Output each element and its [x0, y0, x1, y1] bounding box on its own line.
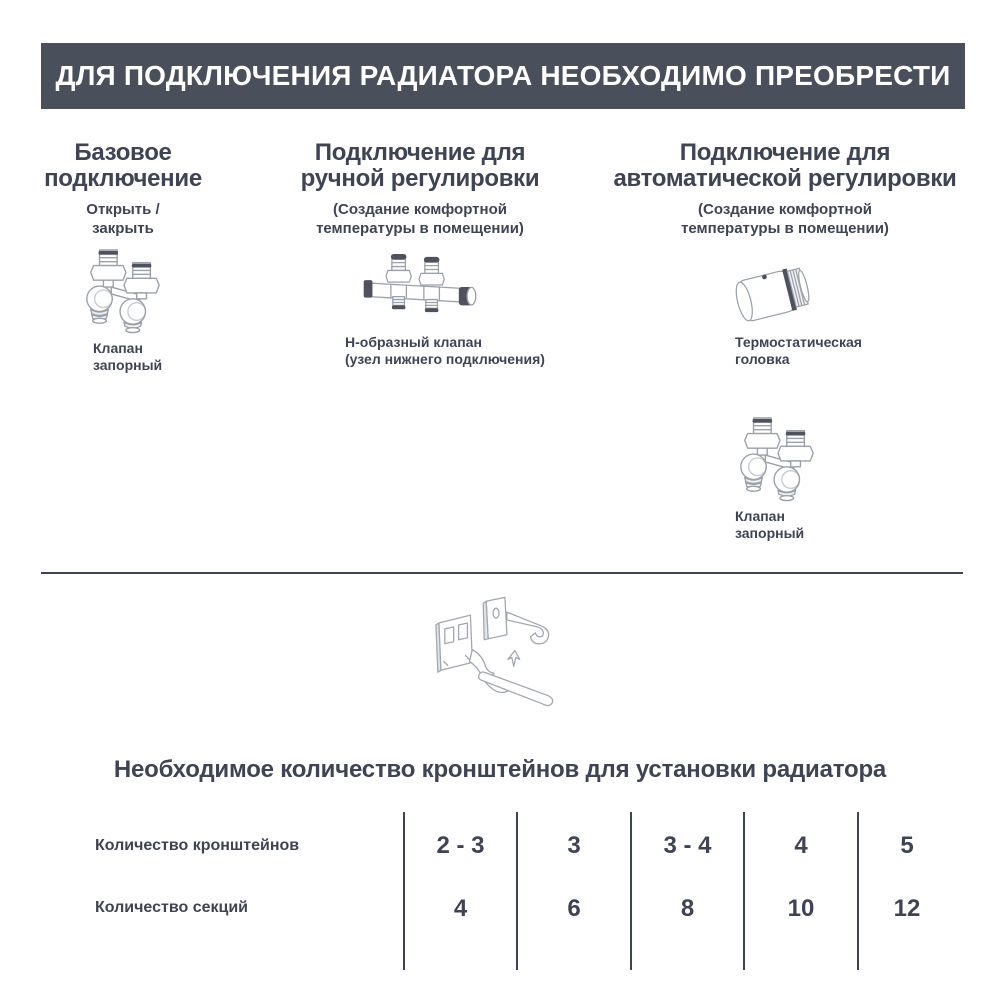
label-line: Н-образный клапан	[345, 334, 482, 350]
heading-line: автоматической регулировки	[613, 165, 957, 192]
table-cell: 12	[893, 895, 921, 922]
subtitle-line: температуры в помещении)	[316, 220, 524, 237]
subtitle-line: закрыть	[92, 220, 154, 237]
thermostatic-head-icon	[733, 258, 817, 326]
label-line: головка	[735, 351, 790, 367]
table-cell: 3	[567, 832, 581, 859]
subtitle-line: (Создание комфортной	[333, 201, 507, 218]
label-line: Термостатическая	[735, 334, 862, 350]
basic-subtitle	[17, 200, 229, 238]
manual-subtitle	[289, 200, 551, 238]
row-label-sections-count: Количество секций	[95, 899, 249, 916]
h-valve-icon	[361, 252, 479, 318]
table-cell: 8	[680, 895, 695, 922]
automatic-subtitle	[587, 200, 983, 238]
column-basic-connection	[17, 140, 229, 374]
column-automatic-regulation	[587, 140, 983, 542]
label-line: Клапан	[93, 340, 143, 356]
column-manual-regulation	[289, 140, 551, 368]
shutoff-valve-icon	[733, 414, 821, 502]
header-banner	[41, 43, 965, 109]
heading-line: подключение	[44, 165, 202, 192]
table-cell: 6	[567, 895, 581, 922]
heading-line: Подключение для	[679, 139, 891, 166]
manual-heading	[289, 140, 551, 192]
table-cell: 2 - 3	[436, 832, 485, 859]
table-cell: 5	[900, 832, 914, 859]
automatic-heading	[587, 140, 983, 192]
shutoff-valve-icon	[79, 246, 167, 334]
label-line: Клапан	[735, 508, 785, 524]
subtitle-line: температуры в помещении)	[681, 220, 889, 237]
thermostatic-head-label	[735, 334, 983, 368]
subtitle-line: Открыть /	[86, 201, 160, 218]
row-label-brackets-count: Количество кронштейнов	[95, 837, 300, 854]
label-line: запорный	[735, 525, 805, 541]
basic-heading	[17, 140, 229, 192]
heading-line: Базовое	[74, 139, 172, 166]
heading-line: Подключение для	[314, 139, 526, 166]
banner-title: ДЛЯ ПОДКЛЮЧЕНИЯ РАДИАТОРА НЕОБХОДИМО ПРЕОБРЕСТИ	[55, 60, 951, 91]
h-valve-label	[345, 334, 551, 368]
table-cell: 4	[794, 832, 808, 859]
wall-bracket-icon	[430, 594, 568, 718]
label-line: (узел нижнего подключения)	[345, 351, 545, 367]
automatic-valve-label	[735, 508, 983, 542]
table-cell: 4	[453, 895, 468, 922]
section-divider	[41, 572, 963, 574]
heading-line: ручной регулировки	[300, 165, 540, 192]
table-cell: 3 - 4	[663, 832, 712, 859]
brackets-table-title: Необходимое количество кронштейнов для установки радиатора	[113, 756, 887, 783]
subtitle-line: (Создание комфортной	[698, 201, 872, 218]
label-line: запорный	[93, 357, 163, 373]
basic-valve-label	[93, 340, 229, 374]
table-cell: 10	[787, 895, 815, 922]
